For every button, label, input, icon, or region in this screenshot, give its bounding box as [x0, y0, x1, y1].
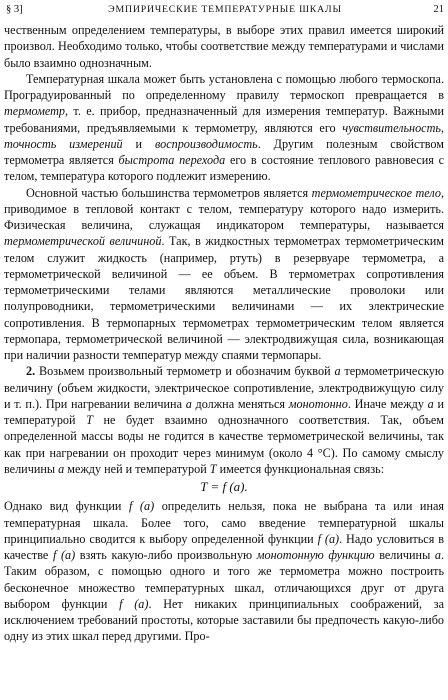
page-number: 21 — [433, 4, 444, 15]
page-body — [4, 22, 444, 645]
section-number: § 3] — [6, 4, 23, 15]
paragraph-3: Основной частью большинства термометров является термометрическое тело, приводимое в тепловой контакт с телом, температуру которого надо измерить. Физическая величина, служащая индикатором температуры, называется термометрической величиной. Так, в жидкостных термометрах термометрическим телом служит жидкость (например, ртуть) в резервуаре термометра, а термометрической величиной — ее объем. В термометрах сопротивления термометрическими телами являются металлические проволоки или полупроводники, термометрическими величинами — их электрические сопротивления. В термопарных термометрах термометрическим телом является термопара, термометрической величиной — электродвижущая сила, возникающая при наличии разности температур между спаями термопары. — [4, 185, 444, 362]
running-title: ЭМПИРИЧЕСКИЕ ТЕМПЕРАТУРНЫЕ ШКАЛЫ — [108, 4, 342, 15]
paragraph-1: чественным определением температуры, в выборе этих правил имеется широкий произвол. Необходимо только, чтобы соответствие между температурами и числами было взаимно однозначным. — [4, 23, 444, 70]
paragraph-2: Температурная шкала может быть установлена с помощью любого термоскопа. Проградуированный по определенному правилу термоскоп превращается в термометр, т. е. прибор, предназначенный для измерения температур. Важными требованиями, предъявляемыми к термометру, являются его чувствительность, точность измерений и воспроизводимость. Другим полезным свойством термометра является быстрота перехода его в состояние теплового равновесия с телом, температура которого подлежит измерению. — [4, 71, 444, 184]
running-header — [6, 2, 444, 20]
paragraph-5: Однако вид функции f (a) определить нельзя, пока не выбрана та или иная температурная шкала. Более того, само введение температурной шкалы принципиально сводится к выбору определенной функции f (a). Надо условиться в качестве f (a) взять какую-либо произвольную монотонную функцию величины a. Таким образом, с помощью одного и того же термометра можно построить бесконечное множество температурных шкал, отличающихся друг от друга выбором функции f (a). Нет никаких принципиальных соображений, за исключением требований простоты, которые заставили бы предпочесть какую-либо одну из этих шкал перед другими. Про- — [4, 499, 445, 644]
item-number: 2. — [26, 364, 36, 379]
paragraph-4: 2. Возьмем произвольный термометр и обозначим буквой a термометрическую величину (объем жидкости, электрическое сопротивление, электродвижущую силу и т. п.). При нагревании величина a должна меняться монотонно. Иначе между a и температурой T не будет взаимно однозначного соответствия. Так, объем определенной массы воды не годится в качестве термометрической величины, так как при нагревании он проходит через минимум (около 4 °С). По самому смыслу величины a между ней и температурой T имеется функциональная связь: — [4, 364, 445, 476]
formula: T = f (a). — [200, 479, 248, 494]
